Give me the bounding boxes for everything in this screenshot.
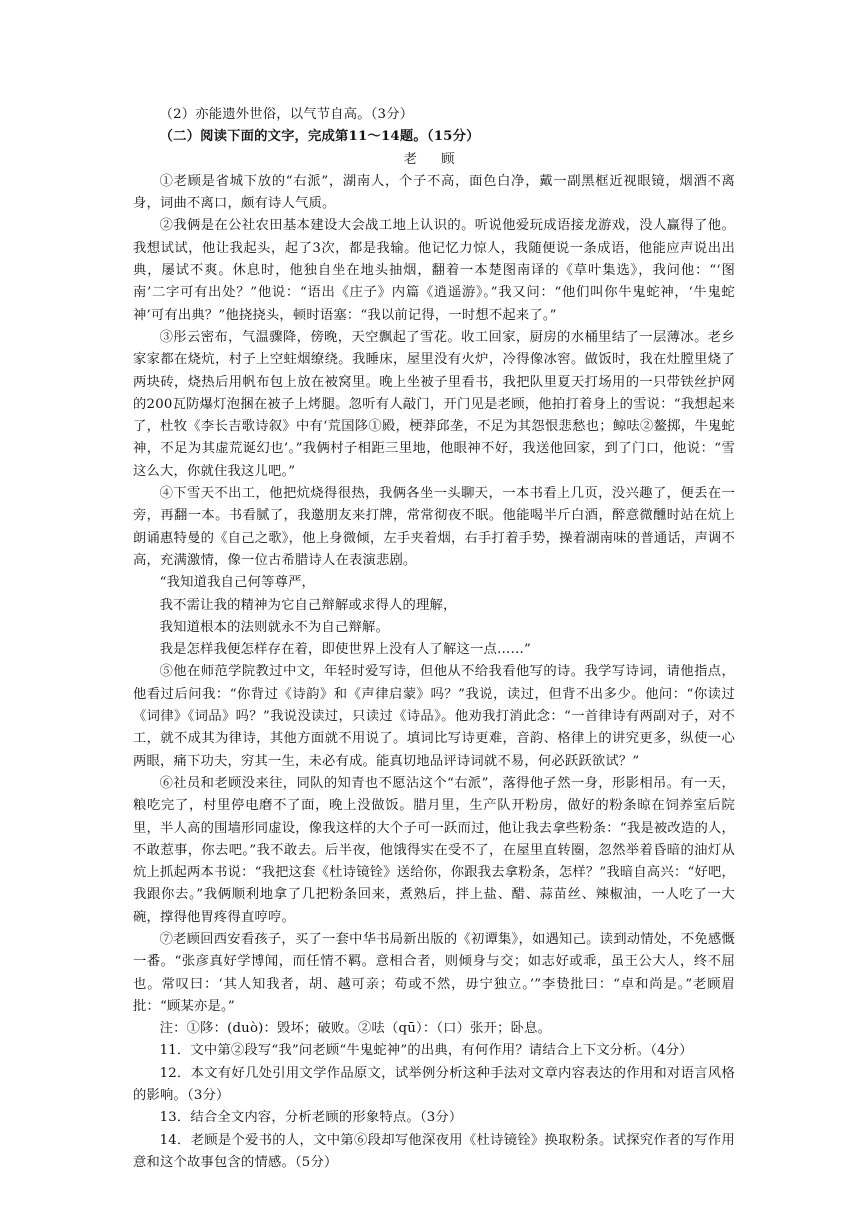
footnotes: 注：①陊：(duò)：毁坏；破败。②呿（qū）：（口）张开；卧息。 bbox=[159, 1021, 552, 1037]
paragraph-2: ②我俩是在公社农田基本建设大会战工地上认识的。听说他爱玩成语接龙游戏，没人赢得了他。我想试试，他让我起头，起了3次，都是我输。他记忆力惊人，我随便说一条成语，他能应声说出出典，屡试不爽。休息时，他独自坐在地头抽烟，翻着一本楚图南译的《草叶集选》，我问他：“‘图南’二字可有出处？”他说：“语出《庄子》内篇《逍遥游》。”我又问：“他们叫你牛鬼蛇神，‘牛鬼蛇神’可有出典？”他挠挠头，顿时语塞：“我以前记得，一时想不起来了。” bbox=[133, 218, 735, 323]
poem-line: 我不需让我的精神为它自己辩解或求得人的理解， bbox=[159, 597, 457, 613]
question-13: 13．结合全文内容，分析老顾的形象特点。（3分） bbox=[159, 1110, 463, 1126]
paragraph-6: ⑥社员和老顾没来往，同队的知青也不愿沾这个“右派”，落得他孑然一身，形影相吊。有一天，粮吃完了，村里停电磨不了面，晚上没做饭。腊月里，生产队开粉房，做好的粉条晾在饲养室后院里，半人高的围墙形同虚设，像我这样的大个子可一跃而过，他让我去拿些粉条：“我是被改造的人，不敢惹事，你去吧。”我不敢去。后半夜，他饿得实在受不了，在屋里直转圈，忽然举着昏暗的油灯从炕上抓起两本书说：“我把这套《杜诗镜铨》送给你，你跟我去拿粉条，怎样？”我暗自高兴：“好吧，我跟你去。”我俩顺利地拿了几把粉条回来，煮熟后，拌上盐、醋、蒜苗丝、辣椒油，一人吃了一大碗，撑得他胃疼得直哼哼。 bbox=[133, 775, 735, 925]
question-14: 14．老顾是个爱书的人，文中第⑥段却写他深夜用《杜诗镜铨》换取粉条。试探究作者的写作用意和这个故事包含的情感。（5分） bbox=[133, 1132, 735, 1170]
poem-line: “我知道我自己何等尊严， bbox=[159, 575, 316, 591]
poem-quote bbox=[133, 572, 735, 661]
paragraph-3: ③彤云密布，气温骤降，傍晚，天空飘起了雪花。收工回家，厨房的水桶里结了一层薄冰。老乡家家都在烧炕，村子上空蛀烟缭绕。我睡床，屋里没有火炉，冷得像冰窖。做饭时，我在灶膛里烧了两块砖，烧热后用帆布包上放在被窝里。晚上坐被子里看书，我把队里夏天打场用的一只带铁丝护网的200瓦防爆灯泡捆在被子上烤腿。忽听有人敲门，开门见是老顾，他拍打着身上的雪说：“我想起来了，杜牧《李长吉歌诗叙》中有‘荒国陊①殿，梗莽邱垄，不足为其怨恨悲愁也；鲸呿②鳌掷，牛鬼蛇神，不足为其虚荒诞幻也’。”我俩村子相距三里地，他眼神不好，我送他回家，到了门口，他说：“雪这么大，你就住我这儿吧。” bbox=[133, 329, 735, 479]
document-content bbox=[133, 104, 735, 1174]
paragraph-7: ⑦老顾回西安看孩子，买了一套中华书局新出版的《初谭集》，如遇知己。读到动情处，不免感慨一番。“张彦真好学博闻，而任情不羁。意相合者，则倾身与交；如志好或乖，虽王公大人，终不屈也。常叹曰：‘其人知我者，胡、越可亲；苟或不然，毋宁独立。’”李贽批曰：“卓和尚是。”老顾眉批：“顾某亦是。” bbox=[133, 931, 735, 1014]
article-title: 老 顾 bbox=[403, 151, 465, 167]
poem-line: 我是怎样我便怎样存在着，即使世界上没有人了解这一点……” bbox=[159, 642, 532, 658]
poem-line: 我知道根本的法则就永不为自己辩解。 bbox=[159, 619, 390, 635]
section-heading: （二）阅读下面的文字，完成第11～14题。（15分） bbox=[159, 129, 480, 145]
answer-line: （2）亦能遗外世俗，以气节自高。（3分） bbox=[159, 107, 414, 122]
paragraph-4: ④下雪天不出工，他把炕烧得很热，我俩各坐一头聊天，一本书看上几页，没兴趣了，便丢在一旁，再翻一本。书看腻了，我邀朋友来打牌，常常彻夜不眠。他能喝半斤白酒，醉意微醺时站在炕上朗诵惠特曼的《自己之歌》，他上身微倾，左手夹着烟，右手打着手势，操着湖南味的普通话，声调不高，充满激情，像一位古希腊诗人在表演悲剧。 bbox=[133, 486, 735, 568]
question-12: 12．本文有好几处引用文学作品原文，试举例分析这种手法对文章内容表达的作用和对语言风格的影响。（3分） bbox=[133, 1065, 735, 1104]
paragraph-5: ⑤他在师范学院教过中文，年轻时爱写诗，但他从不给我看他写的诗。我学写诗词，请他指点，他看过后问我：“你背过《诗韵》和《声律启蒙》吗？”我说，读过，但背不出多少。他问：“你读过《词律》《词品》吗？”我说没读过，只读过《诗品》。他劝我打消此念：“一首律诗有两副对子，对不工，就不成其为律诗，其他方面就不用说了。填词比写诗更难，音韵、格律上的讲究更多，纵使一心两眼，痛下功夫，穷其一生，未必有成。能真切地品评诗词就不易，何必跃跃欲试？” bbox=[133, 664, 735, 769]
question-11: 11．文中第②段写“我”问老顾“牛鬼蛇神”的出典，有何作用？请结合上下文分析。（4分） bbox=[159, 1043, 693, 1059]
paragraph-1: ①老顾是省城下放的“右派”，湖南人，个子不高，面色白净，戴一副黑框近视眼镜，烟酒不离身，词曲不离口，颇有诗人气质。 bbox=[133, 173, 735, 212]
